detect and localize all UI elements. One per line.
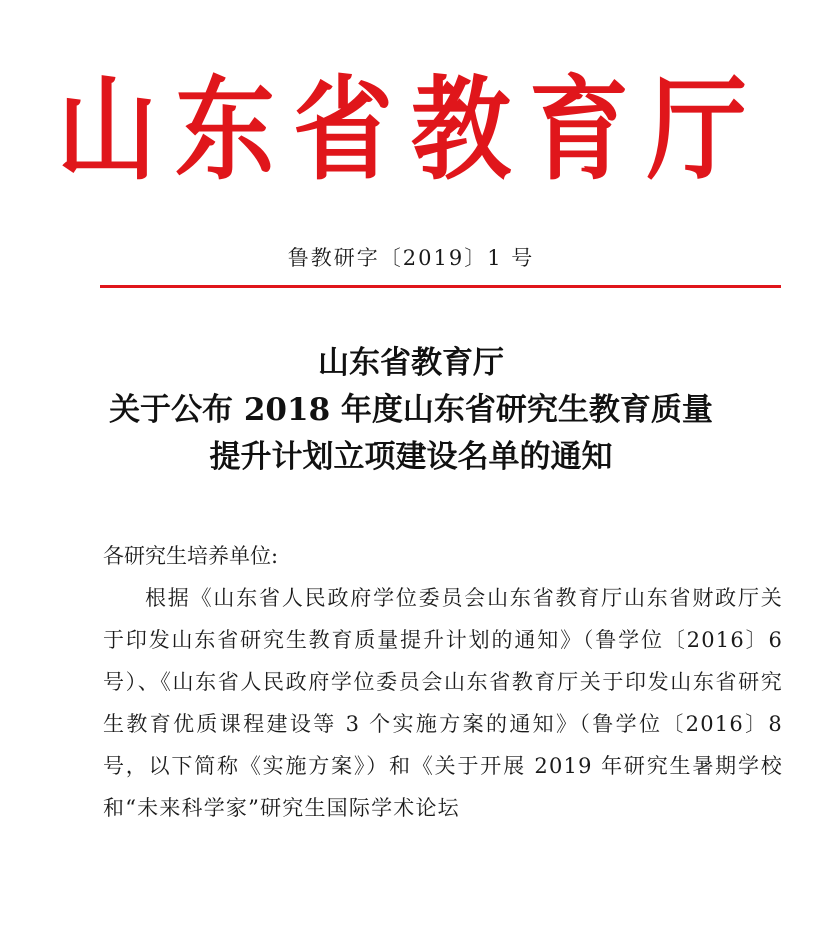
title-line-1: 山东省教育厅 <box>318 345 504 381</box>
title-line-3: 提升计划立项建设名单的通知 <box>209 439 613 475</box>
addressee: 各研究生培养单位: <box>103 544 279 568</box>
body-paragraph: 根据《山东省人民政府学位委员会山东省教育厅山东省财政厅关于印发山东省研究生教育质量提升计划的通知》（鲁学位〔2016〕6 号）、《山东省人民政府学位委员会山东省教育厅关于印发山东省研究生教育优质课程建设等 3 个实施方案的通知》（鲁学位〔2016〕8 号，以下简称《实施方案》）和《关于开展 2019 年研究生暑期学校和“未来科学家”研究生国际学术论坛 <box>103 586 783 820</box>
masthead-issuer: 山东省教育厅 <box>57 63 765 196</box>
document-number: 鲁教研字〔2019〕1 号 <box>287 246 535 270</box>
document-body <box>103 535 783 829</box>
red-divider-line <box>100 285 781 288</box>
title-line-2: 关于公布 2018 年度山东省研究生教育质量 <box>109 392 713 428</box>
document-title <box>0 340 822 481</box>
